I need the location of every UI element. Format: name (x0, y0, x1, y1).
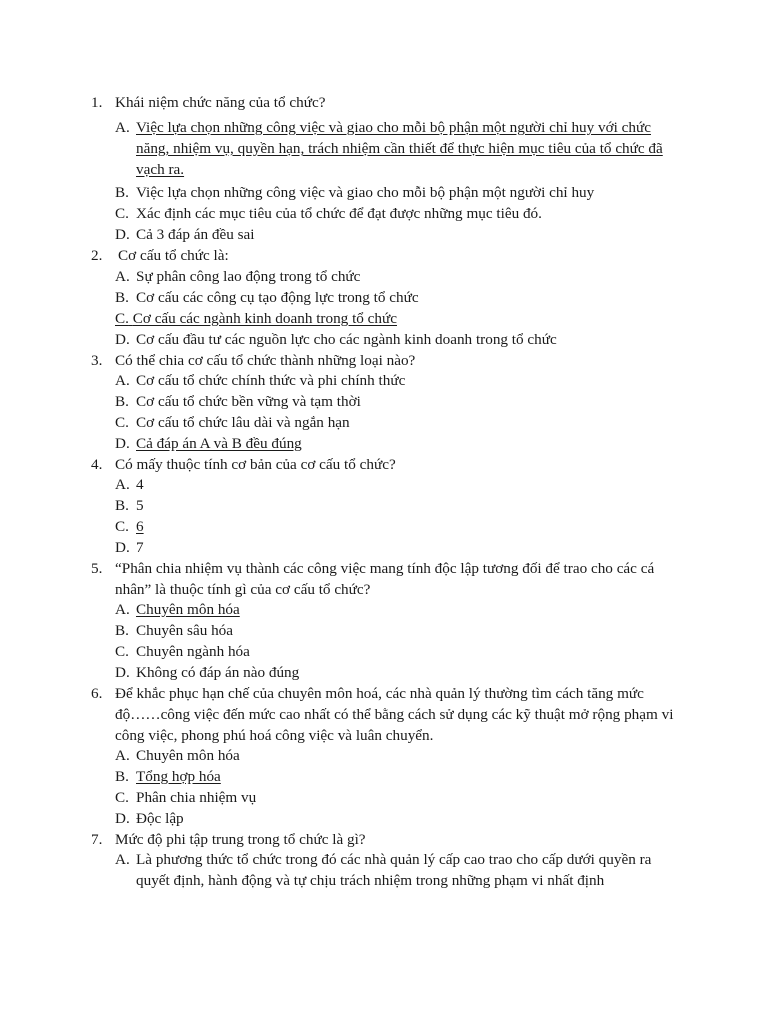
option-1c (115, 204, 685, 225)
question-text: Cơ cấu tổ chức là: (118, 247, 229, 264)
question-number: 3. (91, 352, 103, 369)
option-4c (115, 517, 685, 538)
option-letter: D. (115, 435, 130, 452)
question-number: 5. (91, 560, 103, 577)
option-text-correct: Cơ cấu các ngành kinh doanh trong tổ chức (132, 310, 397, 327)
option-6c (115, 788, 685, 809)
option-text: Cơ cấu đầu tư các nguồn lực cho các ngành kinh doanh trong tổ chức (136, 331, 557, 348)
option-3a (115, 371, 685, 392)
option-text: Cơ cấu tổ chức lâu dài và ngắn hạn (136, 414, 350, 431)
option-5d (115, 663, 685, 684)
option-letter: B. (115, 393, 129, 410)
option-1b (115, 183, 685, 204)
question-number: 6. (91, 685, 103, 702)
question-2 (91, 246, 691, 267)
option-letter: B. (115, 184, 129, 201)
question-number: 1. (91, 94, 103, 111)
option-5b (115, 621, 685, 642)
option-letter: D. (115, 331, 130, 348)
question-text: Có mấy thuộc tính cơ bản của cơ cấu tổ chức? (115, 456, 396, 473)
option-2b (115, 288, 685, 309)
option-letter: A. (115, 372, 130, 389)
option-1d (115, 225, 685, 246)
option-4b (115, 496, 685, 517)
option-letter: C. (115, 789, 129, 806)
question-text: Có thể chia cơ cấu tổ chức thành những loại nào? (115, 352, 416, 369)
option-letter: D. (115, 810, 130, 827)
option-text: Cả 3 đáp án đều sai (136, 226, 255, 243)
option-text: Xác định các mục tiêu của tổ chức để đạt được những mục tiêu đó. (136, 205, 542, 222)
option-5a (115, 600, 685, 621)
option-6a (115, 746, 685, 767)
question-number: 4. (91, 456, 103, 473)
option-3b (115, 392, 685, 413)
option-text: Việc lựa chọn những công việc và giao cho mỗi bộ phận một người chỉ huy (136, 184, 595, 201)
option-letter: A. (115, 119, 130, 136)
option-letter: C. (115, 205, 129, 222)
option-letter: B. (115, 497, 129, 514)
option-text: Cơ cấu tổ chức chính thức và phi chính thức (136, 372, 406, 389)
option-text: 5 (136, 497, 144, 514)
option-text: Không có đáp án nào đúng (136, 664, 300, 681)
option-2d (115, 330, 685, 351)
option-text: 7 (136, 539, 144, 556)
option-text: Chuyên sâu hóa (136, 622, 234, 639)
option-text: Chuyên ngành hóa (136, 643, 250, 660)
question-1 (91, 93, 691, 114)
option-6b (115, 767, 685, 788)
question-number: 7. (91, 831, 103, 848)
option-text: Chuyên môn hóa (136, 747, 240, 764)
question-7 (91, 830, 691, 851)
option-letter: D. (115, 226, 130, 243)
question-4 (91, 455, 691, 476)
option-letter: C. (115, 643, 129, 660)
question-6 (91, 684, 691, 746)
option-text: Sự phân công lao động trong tổ chức (136, 268, 361, 285)
option-letter: A. (115, 476, 130, 493)
option-letter: A. (115, 851, 130, 868)
option-7a (115, 850, 685, 892)
option-text-correct: 6 (136, 518, 144, 535)
question-text: Mức độ phi tập trung trong tổ chức là gì? (115, 831, 366, 848)
option-text: Phân chia nhiệm vụ (136, 789, 257, 806)
option-text: 4 (136, 476, 144, 493)
option-text-correct: Cả đáp án A và B đều đúng (136, 435, 302, 452)
option-letter: C. (115, 518, 129, 535)
option-1a (115, 118, 685, 180)
option-5c (115, 642, 685, 663)
option-text-correct: Chuyên môn hóa (136, 601, 240, 618)
option-4a (115, 475, 685, 496)
option-letter: D. (115, 539, 130, 556)
option-letter: A. (115, 747, 130, 764)
option-line-correct (115, 309, 397, 330)
option-6d (115, 809, 685, 830)
option-letter: B. (115, 768, 129, 785)
question-text: Để khắc phục hạn chế của chuyên môn hoá, các nhà quản lý thường tìm cách tăng mức độ……công việc đến mức cao nhất có thể bằng cách sử dụng các kỹ thuật mở rộng phạm vi công việc, phong phú hoá công việc và luân chuyển. (115, 685, 674, 744)
option-letter: B. (115, 289, 129, 306)
option-text: Là phương thức tổ chức trong đó các nhà quản lý cấp cao trao cho cấp dưới quyền ra quyết định, hành động và tự chịu trách nhiệm trong những phạm vi nhất định (136, 851, 652, 889)
option-letter: D. (115, 664, 130, 681)
option-text-correct: Tổng hợp hóa (136, 768, 221, 785)
question-5 (91, 559, 691, 601)
option-letter: C. (115, 414, 129, 431)
option-4d (115, 538, 685, 559)
option-text: Cơ cấu các công cụ tạo động lực trong tổ chức (136, 289, 419, 306)
question-number: 2. (91, 247, 103, 264)
option-3c (115, 413, 685, 434)
option-letter: A. (115, 601, 130, 618)
option-text-correct: Việc lựa chọn những công việc và giao cho mỗi bộ phận một người chỉ huy với chức năng, nhiệm vụ, quyền hạn, trách nhiệm cần thiết để thực hiện mục tiêu của tổ chức đã vạch ra. (136, 119, 663, 178)
question-3 (91, 351, 691, 372)
option-text: Cơ cấu tổ chức bền vững và tạm thời (136, 393, 361, 410)
option-letter: C. (115, 310, 129, 327)
option-letter: A. (115, 268, 130, 285)
option-text: Độc lập (136, 810, 184, 827)
option-3d (115, 434, 685, 455)
question-text: “Phân chia nhiệm vụ thành các công việc mang tính độc lập tương đối để trao cho các cá nhân” là thuộc tính gì của cơ cấu tổ chức? (115, 560, 655, 598)
question-text: Khái niệm chức năng của tổ chức? (115, 94, 326, 111)
option-letter: B. (115, 622, 129, 639)
option-2a (115, 267, 685, 288)
